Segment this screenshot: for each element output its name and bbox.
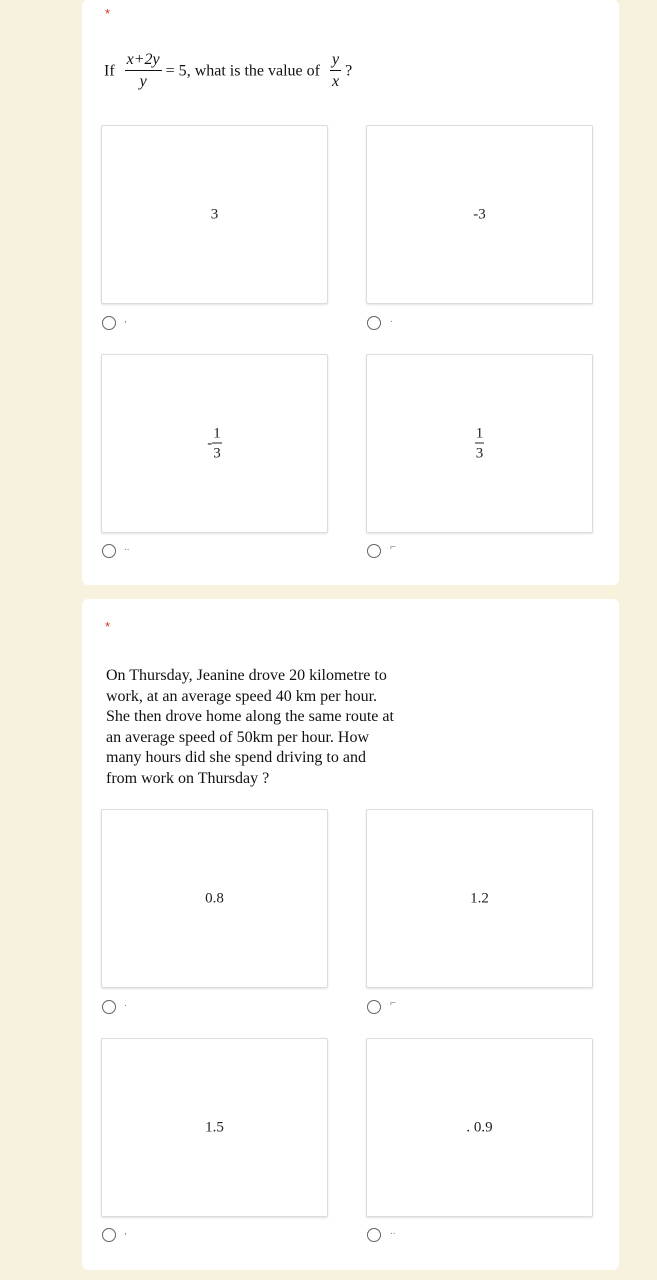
radio-label: .. bbox=[390, 1226, 396, 1237]
equation-fraction: $\frac{x+2y}{y}$ bbox=[126, 51, 160, 90]
option-image-minus-one-third[interactable] bbox=[101, 354, 328, 533]
radio-label: , bbox=[124, 1226, 127, 1237]
radio-option-3[interactable] bbox=[102, 316, 116, 330]
option-value: - $\frac{1}{3}$ bbox=[207, 425, 221, 461]
radio-option-1-5[interactable] bbox=[102, 1228, 116, 1242]
option-value: . 0.9 bbox=[466, 1119, 493, 1135]
option-image-3[interactable] bbox=[101, 125, 328, 304]
radio-label: . bbox=[124, 998, 127, 1009]
option-image-0-8[interactable] bbox=[101, 809, 328, 988]
question-1-text bbox=[104, 50, 352, 93]
radio-option-0-9[interactable] bbox=[367, 1228, 381, 1242]
option-image-0-9[interactable] bbox=[366, 1038, 593, 1217]
question-card-1 bbox=[82, 0, 619, 585]
option-image-1-2[interactable] bbox=[366, 809, 593, 988]
question-suffix: ? bbox=[345, 62, 353, 80]
radio-label: . bbox=[390, 314, 393, 325]
radio-option-minus-one-third[interactable] bbox=[102, 544, 116, 558]
radio-label: ⌐ bbox=[390, 998, 396, 1009]
radio-label: .. bbox=[124, 542, 130, 553]
option-image-one-third[interactable] bbox=[366, 354, 593, 533]
radio-option-0-8[interactable] bbox=[102, 1000, 116, 1014]
option-value: 1.5 bbox=[205, 1119, 224, 1135]
radio-label: ⌐ bbox=[390, 542, 396, 553]
question-prefix: If bbox=[104, 62, 115, 80]
question-2-text: On Thursday, Jeanine drove 20 kilometre to work, at an average speed 40 km per hour. She then drove home along the same route at an average speed of 50km per hour. How many hours did she spend driving to and from work on Thursday ? bbox=[106, 667, 394, 787]
equation-equals: = 5 bbox=[165, 62, 187, 80]
option-value: $\frac{1}{3}$ bbox=[475, 425, 484, 461]
option-value: 1.2 bbox=[470, 890, 489, 906]
option-value: -3 bbox=[473, 206, 486, 222]
option-value: 0.8 bbox=[205, 890, 224, 906]
question-card-2 bbox=[82, 599, 619, 1270]
radio-option-minus-3[interactable] bbox=[367, 316, 381, 330]
radio-option-one-third[interactable] bbox=[367, 544, 381, 558]
option-image-1-5[interactable] bbox=[101, 1038, 328, 1217]
option-value: 3 bbox=[210, 206, 219, 222]
question-middle: , what is the value of bbox=[186, 62, 320, 80]
required-asterisk: * bbox=[105, 6, 111, 21]
option-image-minus-3[interactable] bbox=[366, 125, 593, 304]
target-fraction: $\frac{y}{x}$ bbox=[331, 51, 340, 90]
radio-option-1-2[interactable] bbox=[367, 1000, 381, 1014]
required-asterisk: * bbox=[105, 619, 111, 634]
radio-label: , bbox=[124, 314, 127, 325]
